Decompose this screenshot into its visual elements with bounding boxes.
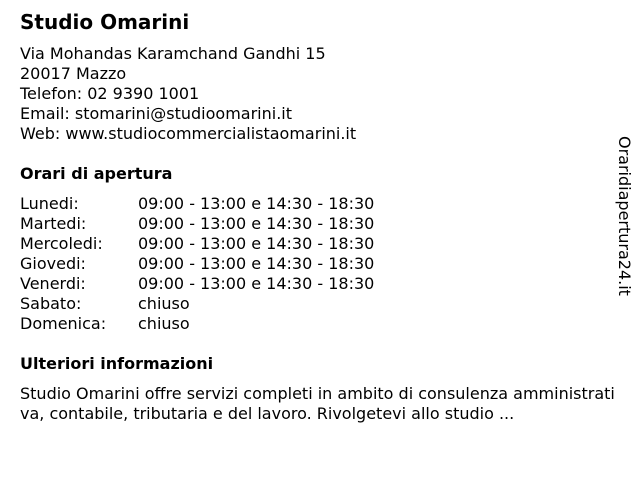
hours-day: Lunedi:	[20, 194, 79, 213]
hours-day: Mercoledi:	[20, 234, 103, 253]
hours-row-wednesday	[20, 234, 374, 254]
more-info-heading: Ulteriori informazioni	[20, 354, 214, 373]
hours-row-saturday	[20, 294, 374, 314]
hours-day: Giovedi:	[20, 254, 86, 273]
hours-day: Sabato:	[20, 294, 82, 313]
phone-number: Telefon: 02 9390 1001	[20, 84, 200, 103]
contact-details	[20, 44, 356, 144]
opening-hours-heading: Orari di apertura	[20, 164, 173, 183]
hours-row-friday	[20, 274, 374, 294]
address-city: 20017 Mazzo	[20, 64, 127, 83]
hours-time: 09:00 - 13:00 e 14:30 - 18:30	[138, 214, 375, 233]
hours-time: 09:00 - 13:00 e 14:30 - 18:30	[138, 274, 375, 293]
hours-row-thursday	[20, 254, 374, 274]
hours-time: 09:00 - 13:00 e 14:30 - 18:30	[138, 254, 375, 273]
hours-day: Domenica:	[20, 314, 107, 333]
business-name: Studio Omarini	[20, 10, 190, 34]
site-brand-watermark	[612, 136, 636, 308]
hours-time: chiuso	[138, 294, 190, 313]
website-address: Web: www.studiocommercialistaomarini.it	[20, 124, 357, 143]
hours-time: 09:00 - 13:00 e 14:30 - 18:30	[138, 234, 375, 253]
site-brand-label: Oraridiapertura24.it	[615, 136, 634, 296]
hours-time: 09:00 - 13:00 e 14:30 - 18:30	[138, 194, 375, 213]
opening-hours-table	[20, 194, 374, 334]
hours-time: chiuso	[138, 314, 190, 333]
hours-row-sunday	[20, 314, 374, 334]
hours-row-monday	[20, 194, 374, 214]
email-address: Email: stomarini@studioomarini.it	[20, 104, 292, 123]
hours-row-tuesday	[20, 214, 374, 234]
address-street: Via Mohandas Karamchand Gandhi 15	[20, 44, 326, 63]
hours-day: Martedi:	[20, 214, 87, 233]
business-description: Studio Omarini offre servizi completi in ambito di consulenza amministrativa, contabile, tributaria e del lavoro. Rivolgetevi allo studio ...	[20, 384, 615, 423]
hours-day: Venerdi:	[20, 274, 86, 293]
